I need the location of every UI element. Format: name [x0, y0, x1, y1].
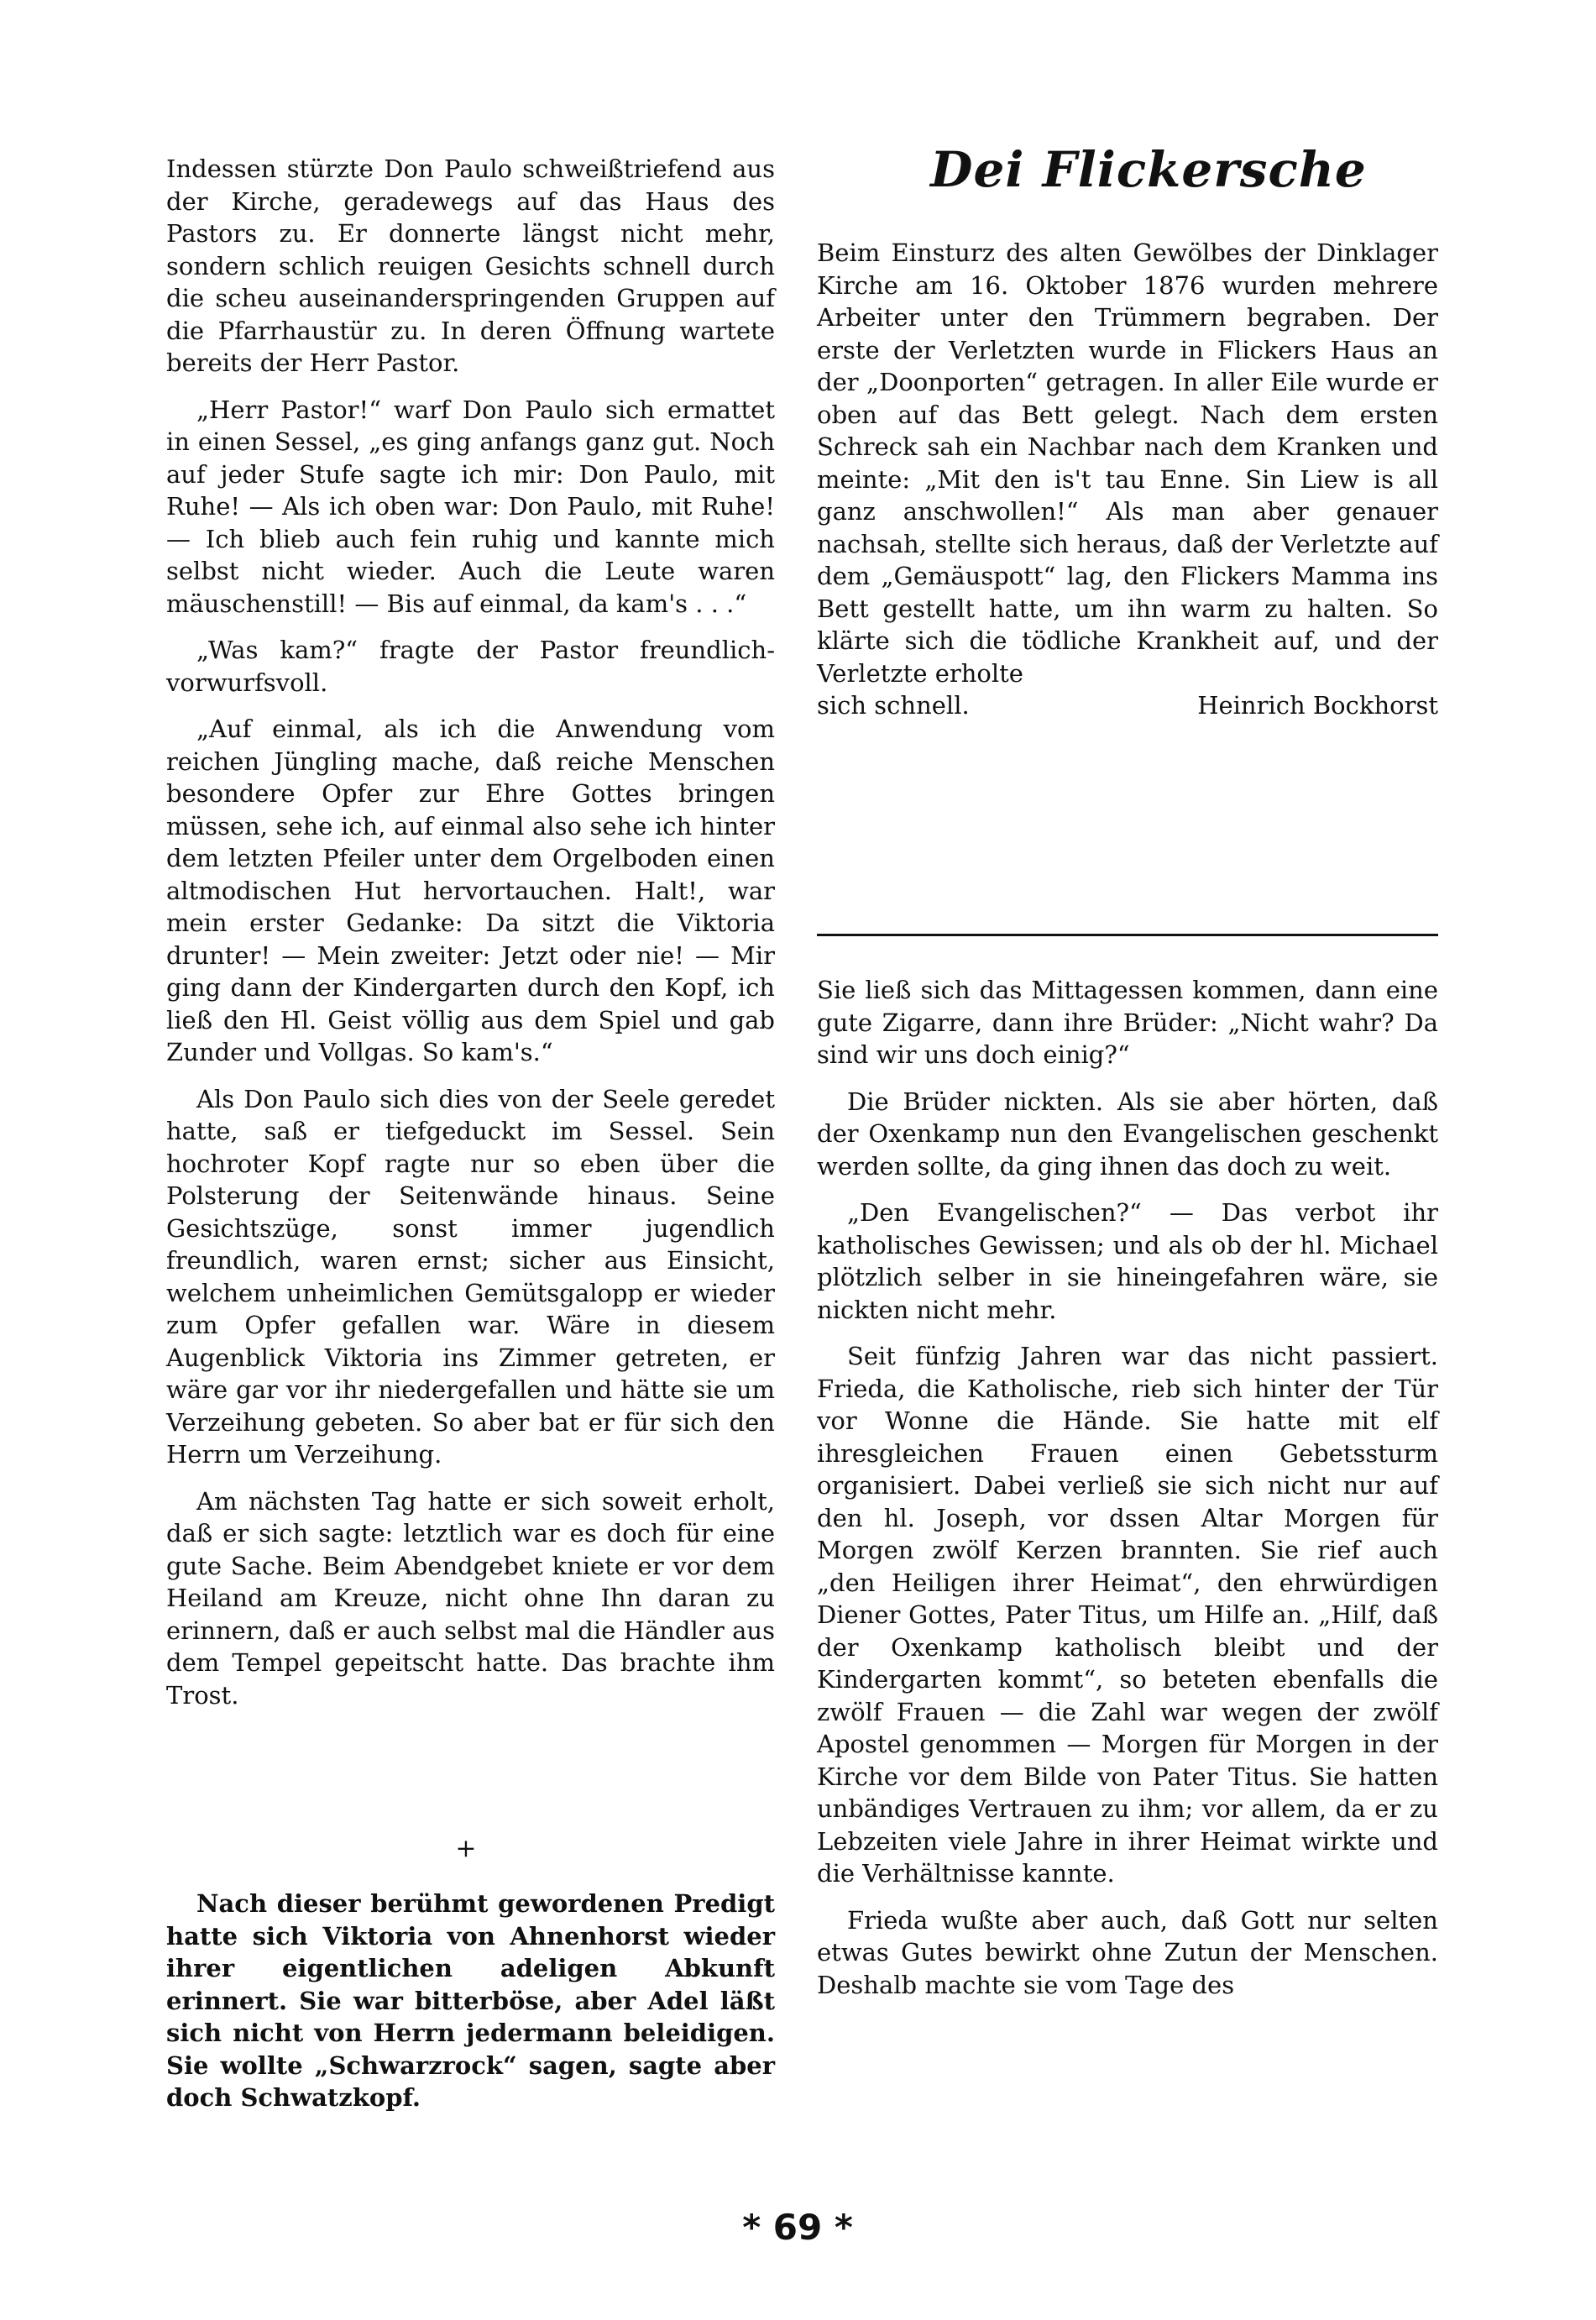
paragraph: Am nächsten Tag hatte er sich soweit erholt, daß er sich sagte: letztlich war es doch für eine gute Sache. Beim Abendgebet kniete er vor dem Heiland am Kreuze, nicht ohne Ihn daran zu erinnern, daß er auch selbst mal die Händler aus dem Tempel gepeitscht hatte. Das brachte ihm Trost.: [166, 1486, 775, 1710]
page-number: * 69 *: [742, 2207, 853, 2248]
author-name: Heinrich Bockhorst: [1197, 691, 1438, 720]
left-column-closing: [166, 1888, 775, 2129]
story-text: Beim Einsturz des alten Gewölbes der Dinklager Kirche am 16. Oktober 1876 wurden mehrere Arbeiter unter den Trümmern begraben. Der erste der Verletzten wurde in Flickers Haus an der „Doonporten“ getragen. In aller Eile wurde er oben auf das Bett gelegt. Nach dem ersten Schreck sah ein Nachbar nach dem Kranken und meinte: „Mit den is't tau Enne. Sin Liew is all ganz anschwollen!“ Als man aber genauer nachsah, stellte sich heraus, daß der Verletzte auf dem „Gemäuspott“ lag, den Flickers Mamma ins Bett gestellt hatte, um ihn warm zu halten. So klärte sich die tödliche Krankheit auf, und der Verletzte erholte: [817, 238, 1438, 688]
story-heading: Dei Flickersche: [930, 141, 1367, 198]
paragraph: „Den Evangelischen?“ — Das verbot ihr katholisches Gewissen; und als ob der hl. Michael plötzlich selber in sie hineingefahren wäre, sie nickten nicht mehr.: [817, 1198, 1438, 1324]
paragraph: Als Don Paulo sich dies von der Seele geredet hatte, saß er tiefgeduckt im Sessel. Sein hochroter Kopf ragte nur so eben über die Polsterung der Seitenwände hinaus. Seine Gesichtszüge, sonst immer jugendlich freundlich, waren ernst; sicher aus Einsicht, welchem unheimlichen Gemütsgalopp er wieder zum Opfer gefallen war. Wäre in diesem Augenblick Viktoria ins Zimmer getreten, er wäre gar vor ihr niedergefallen und hätte sie um Verzeihung gebeten. So aber bat er für sich den Herrn um Verzeihung.: [166, 1084, 775, 1469]
paragraph: Die Brüder nickten. Als sie aber hörten, daß der Oxenkamp nun den Evangelischen geschenkt werden sollte, da ging ihnen das doch zu weit.: [817, 1087, 1438, 1181]
signature-line: [817, 689, 1438, 722]
paragraph: Sie ließ sich das Mittagessen kommen, dann eine gute Zigarre, dann ihre Brüder: „Nicht wahr? Da sind wir uns doch einig?“: [817, 976, 1438, 1069]
paragraph: Seit fünfzig Jahren war das nicht passiert. Frieda, die Katholische, rieb sich hinter der Tür vor Wonne die Hände. Sie hatte mit elf ihresgleichen Frauen einen Gebetssturm organisiert. Dabei verließ sie sich nicht nur auf den hl. Joseph, vor dssen Altar Morgen für Morgen zwölf Kerzen brannten. Sie rief auch „den Heiligen ihrer Heimat“, den ehrwürdigen Diener Gottes, Pater Titus, um Hilfe an. „Hilf, daß der Oxenkamp katholisch bleibt und der Kindergarten kommt“, so beteten ebenfalls die zwölf Frauen — die Zahl war wegen der zwölf Apostel genommen — Morgen für Morgen in der Kirche vor dem Bilde von Pater Titus. Sie hatten unbändiges Vertrauen zu ihm; vor allem, da er zu Lebzeiten viele Jahre in ihrer Heimat wirkte und die Verhältnisse kannte.: [817, 1342, 1438, 1888]
paragraph: „Was kam?“ fragte der Pastor freundlich-vorwurfsvoll.: [166, 636, 775, 697]
right-column-story: [817, 237, 1438, 722]
paragraph: „Herr Pastor!“ warf Don Paulo sich ermattet in einen Sessel, „es ging anfangs ganz gut. Noch auf jeder Stufe sagte ich mir: Don Paulo, mit Ruhe! — Als ich oben war: Don Paulo, mit Ruhe! — Ich blieb auch fein ruhig und kannte mich selbst nicht wieder. Auch die Leute waren mäuschenstill! — Bis auf einmal, da kam's . . .“: [166, 395, 775, 618]
divider: [817, 934, 1438, 936]
left-column: [166, 153, 775, 1726]
paragraph: Frieda wußte aber auch, daß Gott nur selten etwas Gutes bewirkt ohne Zutun der Menschen. Deshalb machte sie vom Tage des: [817, 1905, 1438, 1999]
right-column-continuation: [817, 974, 1438, 2015]
paragraph: „Auf einmal, als ich die Anwendung vom reichen Jüngling mache, daß reiche Menschen besondere Opfer zur Ehre Gottes bringen müssen, sehe ich, auf einmal also sehe ich hinter dem letzten Pfeiler unter dem Orgelboden einen altmodischen Hut hervortauchen. Halt!, war mein erster Gedanke: Da sitzt die Viktoria drunter! — Mein zweiter: Jetzt oder nie! — Mir ging dann der Kindergarten durch den Kopf, ich ließ den Hl. Geist völlig aus dem Spiel und gab Zunder und Vollgas. So kam's.“: [166, 715, 775, 1066]
section-separator: +: [455, 1834, 477, 1863]
story-end: sich schnell.: [817, 691, 970, 720]
paragraph: Nach dieser berühmt gewordenen Predigt hatte sich Viktoria von Ahnenhorst wieder ihrer eigentlichen adeligen Abkunft erinnert. Sie war bitterböse, aber Adel läßt sich nicht von Herrn jedermann beleidigen. Sie wollte „Schwarzrock“ sagen, sagte aber doch Schwatzkopf.: [166, 1889, 775, 2112]
paragraph: Indessen stürzte Don Paulo schweißtriefend aus der Kirche, geradewegs auf das Haus des Pastors zu. Er donnerte längst nicht mehr, sondern schlich reuigen Gesichts schnell durch die scheu auseinanderspringenden Gruppen auf die Pfarrhaustür zu. In deren Öffnung wartete bereits der Herr Pastor.: [166, 154, 775, 377]
